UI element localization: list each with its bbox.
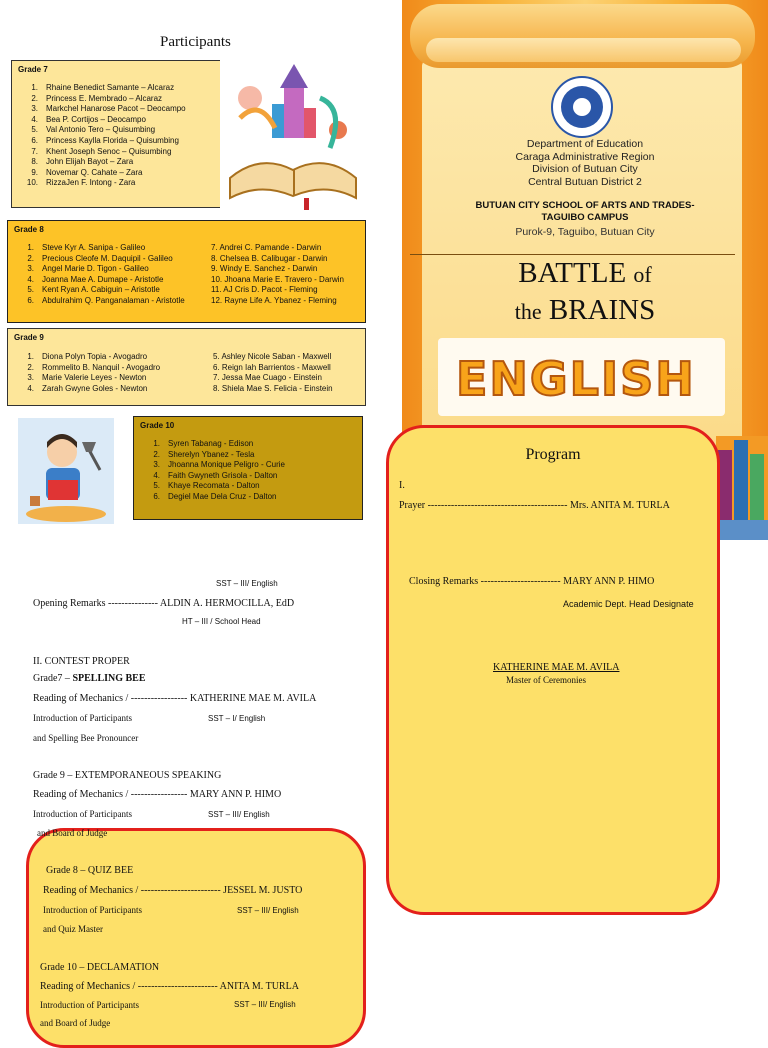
participant-name: Joanna Mae A. Dumape - Aristotle — [42, 274, 164, 284]
participant-name: Steve Kyr A. Sanipa - Galileo — [42, 243, 146, 252]
participant-number: 3. — [27, 373, 34, 383]
participant-item: 12. Rayne Life A. Ybanez - Fleming — [211, 295, 337, 305]
grade7-event — [33, 673, 146, 684]
participant-number: 5. — [31, 125, 38, 135]
grade7-sst: SST – I/ English — [208, 714, 266, 723]
grade10-list — [138, 439, 285, 503]
participant-number: 4. — [27, 383, 34, 393]
participant-item — [16, 178, 186, 189]
participant-name: Val Antonio Tero – Quisumbing — [46, 125, 156, 135]
dept-line: Division of Butuan City — [532, 163, 638, 175]
department-lines — [402, 138, 768, 188]
participant-name: RizzaJen F. Intong - Zara — [46, 178, 136, 188]
participant-name: Markchel Hanarose Pacot – Deocampo — [46, 104, 186, 114]
sst-label: SST – III/ English — [216, 579, 278, 588]
grade9-event: Grade 9 – EXTEMPORANEOUS SPEAKING — [33, 770, 222, 781]
grade8-list-right — [211, 243, 344, 307]
participant-item: 7. Andrei C. Pamande - Darwin — [211, 243, 322, 252]
grade8-box — [7, 220, 366, 323]
participant-item — [16, 104, 186, 115]
program-roman-one: I. — [399, 480, 405, 491]
participant-number: 4. — [153, 470, 160, 480]
grade8-list-left — [12, 243, 185, 307]
scroll-top-curl — [426, 38, 741, 62]
participant-item — [16, 83, 186, 94]
title-brains: BRAINS — [548, 294, 656, 326]
grade10-label: Grade 10 — [140, 421, 175, 430]
participant-number: 6. — [153, 491, 160, 501]
grade7-box — [11, 60, 221, 208]
student-reading-illustration — [18, 418, 114, 524]
mc-role: Master of Ceremonies — [506, 675, 586, 685]
participant-item: 10. Jhoana Marie E. Travero - Darwin — [211, 274, 344, 284]
title-the: the — [514, 299, 542, 324]
participant-number: 2. — [153, 449, 160, 459]
title-battle: BATTLE — [518, 257, 627, 289]
participants-title: Participants — [160, 34, 231, 50]
participant-number: 3. — [153, 460, 160, 470]
prayer-line: Prayer ------------------------------------------ Mrs. ANITA M. TURLA — [399, 500, 670, 511]
grade10-mechanics: Reading of Mechanics / ------------------------ ANITA M. TURLA — [40, 981, 299, 992]
grade7-mechanics: Reading of Mechanics / ----------------- KATHERINE MAE M. AVILA — [33, 693, 317, 704]
title-the-brains — [402, 293, 768, 329]
grade8-quizmaster: and Quiz Master — [43, 924, 103, 934]
participant-item — [12, 264, 185, 275]
participant-name: Jhoanna Monique Peligro - Curie — [168, 460, 285, 470]
participant-item — [138, 481, 285, 492]
english-word: ENGLISH — [456, 352, 696, 406]
participant-item — [138, 439, 285, 450]
grade8-event: Grade 8 – QUIZ BEE — [46, 865, 134, 876]
seal-core — [573, 98, 591, 116]
participant-item — [12, 275, 185, 286]
grade10-intro: Introduction of Participants — [40, 1000, 139, 1010]
dept-line: Department of Education — [526, 138, 644, 150]
grade10-sst: SST – III/ English — [234, 1000, 296, 1009]
grade8-mechanics: Reading of Mechanics / ------------------------ JESSEL M. JUSTO — [43, 885, 303, 896]
participant-item — [16, 136, 186, 147]
school-address: Purok-9, Taguibo, Butuan City — [515, 226, 655, 238]
opening-remarks: Opening Remarks --------------- ALDIN A. HERMOCILLA, EdD — [33, 598, 295, 609]
participant-number: 6. — [27, 295, 34, 305]
participant-item — [12, 296, 185, 307]
participant-name: Degiel Mae Dela Cruz - Dalton — [168, 491, 277, 501]
participant-name: John Elijah Bayot – Zara — [46, 157, 134, 167]
deped-seal-icon — [551, 76, 613, 138]
participant-name: Khaye Recomata - Dalton — [168, 481, 260, 491]
participant-item: 8. Chelsea B. Calibugar - Darwin — [211, 253, 328, 263]
participant-name: Princess Kaylla Florida – Quisumbing — [46, 135, 179, 145]
participant-number: 1. — [153, 439, 160, 448]
participant-item: 11. AJ Cris D. Pacot - Fleming — [211, 285, 318, 295]
program-title: Program — [525, 446, 581, 463]
grade8-intro: Introduction of Participants — [43, 905, 142, 915]
quiz-declamation-box — [26, 828, 366, 1048]
mc-name: KATHERINE MAE M. AVILA — [493, 662, 620, 673]
participant-item — [138, 492, 285, 503]
participant-item — [12, 254, 185, 265]
grade9-judge: and Board of Judge — [37, 828, 108, 838]
participant-item — [12, 243, 185, 254]
participant-item — [138, 460, 285, 471]
participant-item — [16, 125, 186, 136]
participant-item: 6. Reign Iah Barrientos - Maxwell — [213, 362, 331, 372]
participant-name: Bea P. Cortijos – Deocampo — [46, 114, 146, 124]
grade9-intro: Introduction of Participants — [33, 809, 132, 819]
school-line: BUTUAN CITY SCHOOL OF ARTS AND TRADES- — [475, 200, 695, 211]
participant-item — [138, 471, 285, 482]
grade9-mechanics: Reading of Mechanics / ----------------- MARY ANN P. HIMO — [33, 789, 282, 800]
grade8-label: Grade 8 — [14, 225, 44, 234]
participant-name: Rommelito B. Nanquil - Avogadro — [42, 362, 161, 372]
participant-name: Marie Valerie Leyes - Newton — [42, 373, 147, 383]
dept-line: Central Butuan District 2 — [528, 175, 642, 188]
participant-item: 5. Ashley Nicole Saban - Maxwell — [213, 352, 332, 361]
participant-item — [16, 115, 186, 126]
participant-number: 1. — [27, 352, 34, 361]
participant-name: Syren Tabanag - Edison — [168, 439, 254, 448]
title-battle-of — [402, 256, 768, 292]
participant-item — [16, 168, 186, 179]
grade9-box — [7, 328, 366, 406]
participant-name: Zarah Gwyne Goles - Newton — [42, 383, 148, 393]
grade10-event: Grade 10 – DECLAMATION — [40, 962, 160, 973]
participant-number: 1. — [27, 243, 34, 252]
seal-ring — [561, 86, 603, 128]
participant-number: 3. — [31, 104, 38, 114]
ht-label: HT – III / School Head — [182, 617, 261, 626]
english-kids-banner — [438, 338, 725, 416]
school-line: TAGUIBO CAMPUS — [541, 212, 629, 223]
participant-name: Khent Joseph Senoc – Quisumbing — [46, 146, 172, 156]
participant-number: 9. — [31, 167, 38, 177]
participant-name: Princess E. Membrado – Alcaraz — [46, 93, 163, 103]
participant-name: Diona Polyn Topia - Avogadro — [42, 352, 148, 361]
grade9-list-right — [213, 352, 333, 394]
closing-line: Closing Remarks ------------------------ MARY ANN P. HIMO — [409, 576, 655, 587]
participant-name: Kent Ryan A. Cabiguin – Aristotle — [42, 285, 160, 295]
participant-name: Precious Cleofe M. Daquipil - Galileo — [42, 253, 173, 263]
grade8-sst: SST – III/ English — [237, 906, 299, 915]
contest-proper: II. CONTEST PROPER — [33, 656, 130, 667]
participant-name: Angel Marie D. Tigon - Galileo — [42, 264, 149, 274]
participant-name: Novemar Q. Cahate – Zara — [46, 167, 143, 177]
participant-name: Sherelyn Ybanez - Tesla — [168, 449, 255, 459]
grade9-sst: SST – III/ English — [208, 810, 270, 819]
divider — [410, 254, 735, 255]
participant-item — [12, 285, 185, 296]
dept-line: Caraga Administrative Region — [515, 150, 655, 163]
participant-item — [138, 450, 285, 461]
participant-number: 6. — [31, 135, 38, 145]
participant-item — [16, 147, 186, 158]
participant-name: Abdulrahim Q. Panganalaman - Aristotle — [42, 295, 185, 305]
grade10-judge: and Board of Judge — [40, 1018, 111, 1028]
grade9-list-left — [12, 352, 160, 394]
grade10-box — [133, 416, 363, 520]
participant-number: 2. — [27, 253, 34, 263]
books-icon — [716, 436, 768, 540]
participant-item — [16, 94, 186, 105]
participant-number: 4. — [31, 114, 38, 124]
participant-item — [12, 352, 160, 363]
grade7-event-prefix: Grade7 – — [33, 673, 73, 684]
participant-name: Faith Gwyneth Grisola - Dalton — [168, 470, 278, 480]
participant-number: 10. — [26, 178, 38, 188]
grade9-label: Grade 9 — [14, 333, 44, 342]
participant-number: 5. — [153, 481, 160, 491]
participant-number: 1. — [31, 83, 38, 92]
fantasy-book-illustration — [220, 58, 366, 216]
participant-name: Rhaine Benedict Samante – Alcaraz — [46, 83, 175, 92]
participant-item — [12, 363, 160, 374]
participant-number: 2. — [31, 93, 38, 103]
participant-item — [12, 384, 160, 395]
participant-item: 7. Jessa Mae Cuago - Einstein — [213, 373, 322, 383]
grade7-pronouncer: and Spelling Bee Pronouncer — [33, 733, 139, 743]
title-of: of — [633, 262, 652, 287]
grade7-intro: Introduction of Participants — [33, 713, 132, 723]
closing-role: Academic Dept. Head Designate — [563, 599, 694, 609]
participant-number: 8. — [31, 157, 38, 167]
program-box — [386, 425, 720, 915]
participant-number: 7. — [31, 146, 38, 156]
participant-item: 8. Shiela Mae S. Felicia - Einstein — [213, 383, 333, 393]
participant-item — [16, 157, 186, 168]
participant-number: 2. — [27, 362, 34, 372]
participant-number: 4. — [27, 274, 34, 284]
school-name — [402, 200, 768, 224]
grade7-event-name: SPELLING BEE — [72, 673, 146, 684]
participant-number: 3. — [27, 264, 34, 274]
participant-item — [12, 373, 160, 384]
grade7-list — [16, 83, 186, 189]
participant-item: 9. Windy E. Sanchez - Darwin — [211, 264, 318, 274]
grade7-label: Grade 7 — [18, 65, 48, 74]
participant-number: 5. — [27, 285, 34, 295]
